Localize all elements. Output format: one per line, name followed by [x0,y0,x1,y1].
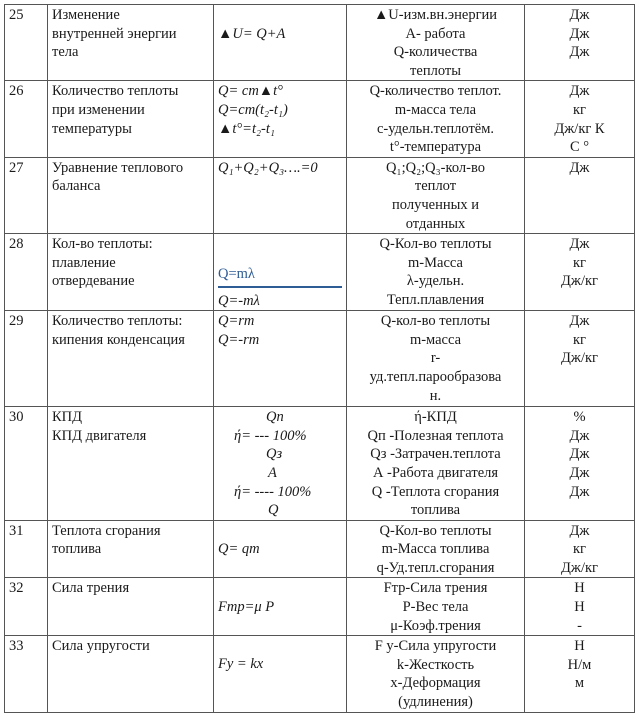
quantity-name [48,5,214,81]
name-line: Сила упругости [52,638,150,655]
unit-line: Дж [569,464,590,481]
description-cell [347,234,525,311]
unit-line: Дж/кг [561,350,598,367]
row-number: 27 [5,157,48,233]
formula-line: Qп [266,409,284,426]
unit-line: кг [573,331,586,348]
desc-line: k-Жесткость [396,656,475,673]
units-cell [525,81,635,157]
desc-line: Р-Вес тела [402,599,469,616]
desc-line: λ-удельн. [406,273,465,290]
unit-line: Дж [569,44,590,61]
desc-line: Q-кол-во теплоты [380,313,491,330]
name-line: температуры [52,120,132,137]
description-cell [347,578,525,636]
unit-line: Н [574,599,585,616]
table-row-32 [5,578,635,636]
desc-line: x-Деформация [390,675,481,692]
unit-line: Дж [569,236,590,253]
unit-line: Н [574,580,585,597]
formula-cell [214,234,347,311]
name-line: отвердевание [52,273,135,290]
unit-line: Дж/кг [561,559,598,576]
description-cell [347,5,525,81]
name-line: при изменении [52,101,145,118]
unit-line: кг [573,541,586,558]
formula-cell [214,520,347,578]
quantity-name [48,578,214,636]
desc-line: F у-Сила упругости [374,638,497,655]
row-number: 30 [5,407,48,521]
desc-line: Qз -Затрачен.теплота [370,446,501,463]
table-row-27 [5,157,635,233]
formula-line: Q= qm [218,541,260,558]
unit-line: Дж [569,83,590,100]
desc-line: Qп -Полезная теплота [367,427,504,444]
formula-line: Q₁+Q₂+Q₃….=0 [218,159,318,176]
desc-line: Q₁;Q₂;Q₃-кол-во [386,159,485,176]
formula-line: Q=cm(t₂-t₁) [218,101,288,118]
unit-line: С ° [569,139,590,156]
name-line: кипения конденсация [52,331,185,348]
units-cell [525,234,635,311]
unit-line: Дж [569,313,590,330]
desc-line: m-Масса [408,254,463,271]
row-number: 25 [5,5,48,81]
formula-cell [214,81,347,157]
unit-line: - [577,617,582,634]
unit-line: Дж [569,483,590,500]
quantity-name [48,407,214,521]
description-cell [347,311,525,407]
units-cell [525,311,635,407]
formula-line: ▲U= Q+A [218,25,286,42]
formula-line: ή= ---- 100% [234,483,312,500]
units-cell [525,578,635,636]
formula-line: Fу = kx [218,656,264,673]
unit-line: Дж [569,159,590,176]
name-line: КПД двигателя [52,427,147,444]
units-cell [525,157,635,233]
formula-line: Q [268,502,279,519]
desc-line: Q-Кол-во теплоты [379,236,492,253]
formula-cell [214,157,347,233]
name-line: плавление [52,254,116,271]
formula-line: Qз [266,446,283,463]
desc-line: (удлинения) [398,694,473,711]
description-cell [347,81,525,157]
desc-line: r- [430,350,441,367]
physics-formulas-table [4,4,635,713]
quantity-name [48,636,214,712]
formula-cell [214,636,347,712]
units-cell [525,636,635,712]
desc-line: топлива [410,502,461,519]
name-line: баланса [52,178,101,195]
description-cell [347,520,525,578]
desc-line: Fтр-Сила трения [383,580,488,597]
description-cell [347,157,525,233]
description-cell [347,636,525,712]
formula-cell [214,5,347,81]
desc-line: Тепл.плавления [386,291,485,308]
desc-line: отданных [405,215,466,232]
desc-line: теплоты [410,62,461,79]
quantity-name [48,234,214,311]
formula-line: ή= --- 100% [234,427,307,444]
table-row-33 [5,636,635,712]
units-cell [525,5,635,81]
desc-line: Q-Кол-во теплоты [379,522,492,539]
formula-cell [214,311,347,407]
name-line: топлива [52,541,102,558]
units-cell [525,407,635,521]
unit-line: Дж [569,7,590,23]
quantity-name [48,520,214,578]
name-line: Теплота сгорания [52,522,161,539]
name-line: тела [52,44,79,61]
desc-line: А -Работа двигателя [372,464,499,481]
desc-line: ή-КПД [414,409,457,426]
unit-line: Дж/кг [561,273,598,290]
desc-line: А- работа [405,25,466,42]
desc-line: t°-температура [389,139,482,156]
desc-line: Q-количество теплот. [369,83,502,100]
formula-separator-rule [218,286,342,288]
name-line: Количество теплоты: [52,313,183,330]
unit-line: Н [574,638,585,655]
formula-line: Q=mλ [218,265,255,282]
row-number: 28 [5,234,48,311]
unit-line: кг [573,254,586,271]
name-line: Сила трения [52,580,130,597]
row-number: 31 [5,520,48,578]
name-line: Количество теплоты [52,83,179,100]
unit-line: Дж [569,522,590,539]
desc-line: Q-количества [393,44,478,61]
name-line: Кол-во теплоты: [52,236,153,253]
formula-line: Q=rm [218,313,255,330]
formula-line: Q=-rm [218,331,260,348]
unit-line: Дж [569,25,590,42]
formula-line: Q= cm▲t° [218,83,283,100]
table-row-30 [5,407,635,521]
quantity-name [48,81,214,157]
table-row-31 [5,520,635,578]
units-cell [525,520,635,578]
name-line: Изменение [52,7,120,23]
unit-line: Н/м [567,656,592,673]
row-number: 33 [5,636,48,712]
desc-line: н. [429,387,442,404]
desc-line: полученных и [392,196,479,213]
formula-line: Q=-mλ [218,292,260,309]
name-line: КПД [52,409,83,426]
desc-line: q-Уд.тепл.сгорания [376,559,495,576]
quantity-name [48,157,214,233]
row-number: 32 [5,578,48,636]
unit-line: % [573,409,586,426]
desc-line: μ-Коэф.трения [390,617,481,634]
name-line: Уравнение теплового [52,159,184,176]
unit-line: Дж/кг К [554,120,605,137]
unit-line: кг [573,101,586,118]
desc-line: m-масса тела [394,101,477,118]
desc-line: с-удельн.теплотём. [376,120,495,137]
table-row-29 [5,311,635,407]
formula-line: A [268,464,277,481]
unit-line: Дж [569,427,590,444]
desc-line: Q -Теплота сгорания [371,483,500,500]
formula-line: Fтр=μ P [218,599,275,616]
description-cell [347,407,525,521]
table-row-25 [5,5,635,81]
formula-cell [214,407,347,521]
table-row-26 [5,81,635,157]
desc-line: m-масса [409,331,462,348]
desc-line: теплот [414,178,457,195]
unit-line: Дж [569,446,590,463]
formula-cell [214,578,347,636]
table-row-28 [5,234,635,311]
desc-line: ▲U-изм.вн.энергии [373,7,498,23]
desc-line: m-Масса топлива [381,541,490,558]
row-number: 26 [5,81,48,157]
desc-line: уд.тепл.парообразова [369,368,502,385]
quantity-name [48,311,214,407]
formula-line: ▲t°=t₂-t₁ [218,120,275,137]
name-line: внутренней энергии [52,25,177,42]
row-number: 29 [5,311,48,407]
unit-line: м [574,675,585,692]
